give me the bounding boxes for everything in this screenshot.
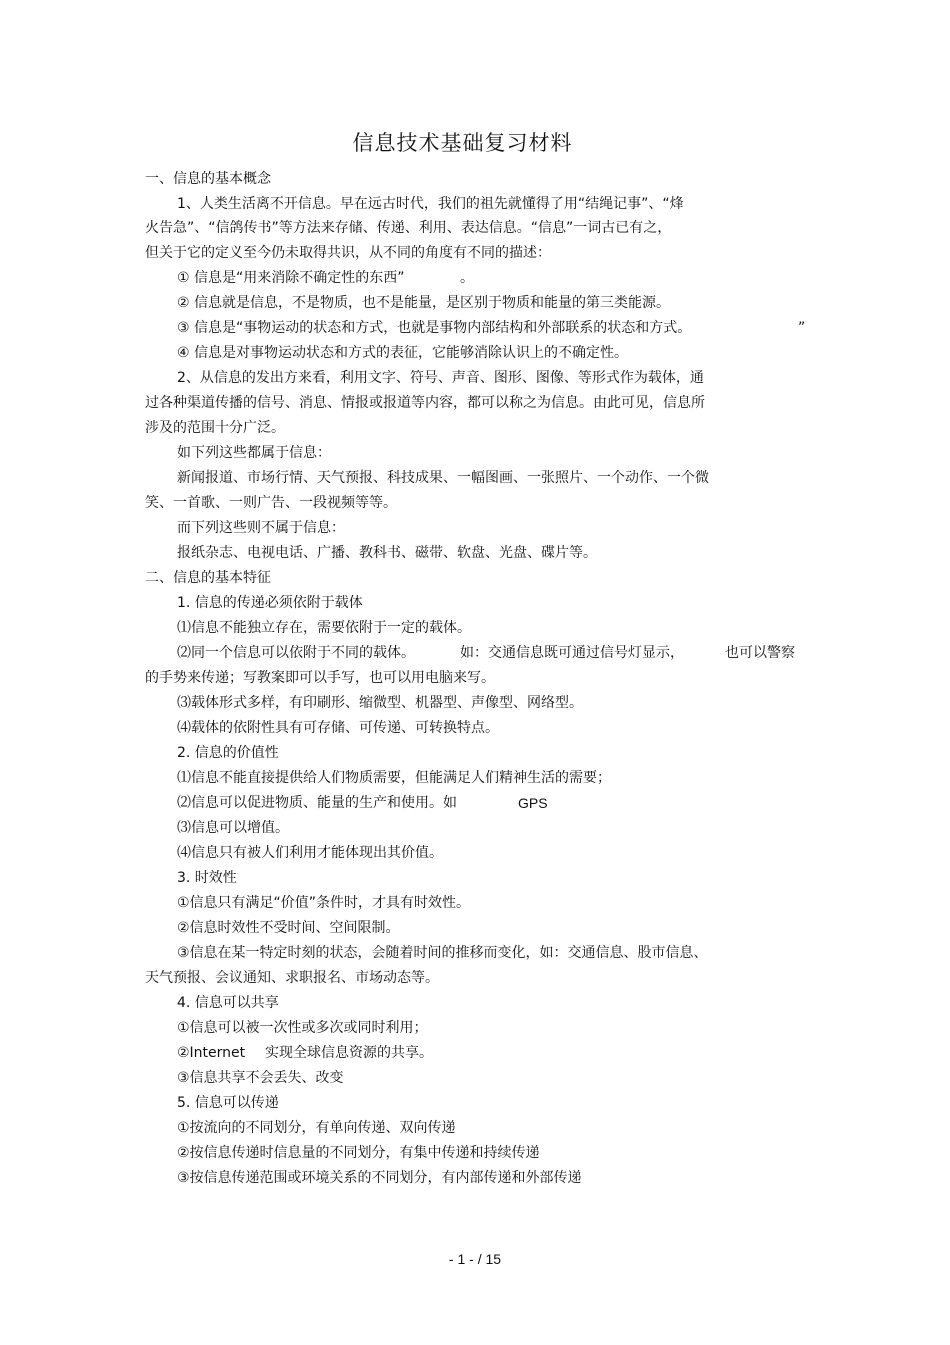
- section-heading: 一、信息的基本概念: [145, 171, 271, 187]
- subsection-heading: 3. 时效性: [177, 870, 237, 886]
- paragraph-line: GPS: [518, 795, 548, 811]
- paragraph-line: 但关于它的定义至今仍未取得共识，从不同的角度有不同的描述：: [145, 245, 551, 261]
- paragraph-line: ⑷载体的依附性具有可存储、可传递、可转换特点。: [177, 720, 499, 736]
- subsection-heading: 5. 信息可以传递: [177, 1095, 279, 1111]
- page-number: - 1 - / 15: [448, 1251, 502, 1267]
- paragraph-line: 实现全球信息资源的共享。: [265, 1045, 433, 1061]
- paragraph-line: ⑵同一个信息可以依附于不同的载体。: [177, 645, 415, 661]
- paragraph-line: ①按流向的不同划分，有单向传递、双向传递: [177, 1120, 456, 1136]
- paragraph-line: ②Internet: [177, 1045, 246, 1061]
- paragraph-line: ③按信息传递范围或环境关系的不同划分，有内部传递和外部传递: [177, 1170, 582, 1186]
- section-heading: 二、信息的基本特征: [145, 570, 271, 586]
- paragraph-line: ⑵信息可以促进物质、能量的生产和使用。如: [177, 795, 457, 811]
- paragraph-line: ①信息只有满足“价值”条件时，才具有时效性。: [177, 895, 471, 911]
- paragraph-line: ②信息时效性不受时间、空间限制。: [177, 920, 400, 936]
- paragraph-line: ⑶载体形式多样，有印刷形、缩微型、机器型、声像型、网络型。: [177, 695, 583, 711]
- paragraph-line: 过各种渠道传播的信号、消息、情报或报道等内容，都可以称之为信息。由此可见，信息所: [145, 395, 705, 411]
- paragraph-line: 而下列这些则不属于信息：: [177, 520, 345, 536]
- paragraph-line: 如：交通信息既可通过信号灯显示，: [460, 645, 684, 661]
- list-item: ① 信息是“用来消除不确定性的东西”: [177, 270, 405, 286]
- paragraph-line: ③信息在某一特定时刻的状态，会随着时间的推移而变化，如：交通信息、股市信息、: [177, 945, 708, 961]
- paragraph-line: ⑴信息不能直接提供给人们物质需要，但能满足人们精神生活的需要；: [177, 770, 611, 786]
- list-item-punctuation: 。: [460, 270, 474, 286]
- list-item: ③ 信息是“事物运动的状态和方式，也就是事物内部结构和外部联系的状态和方式。: [177, 320, 692, 336]
- paragraph-line: ⑴信息不能独立存在，需要依附于一定的载体。: [177, 620, 471, 636]
- paragraph-line: 2、从信息的发出方来看，利用文字、符号、声音、图形、图像、等形式作为载体，通: [177, 370, 704, 386]
- paragraph-line: 天气预报、会议通知、求职报名、市场动态等。: [145, 970, 439, 986]
- paragraph-line: ⑶信息可以增值。: [177, 820, 289, 836]
- paragraph-line: ③信息共享不会丢失、改变: [177, 1070, 344, 1086]
- list-item: ④ 信息是对事物运动状态和方式的表征，它能够消除认识上的不确定性。: [177, 345, 628, 361]
- list-item: ② 信息就是信息，不是物质，也不是能量，是区别于物质和能量的第三类能源。: [177, 295, 670, 311]
- paragraph-line: 如下列这些都属于信息：: [177, 445, 331, 461]
- paragraph-line: 火告急”、“信鸽传书”等方法来存储、传递、利用、表达信息。“信息”一词古已有之，: [145, 220, 672, 236]
- subsection-heading: 2. 信息的价值性: [177, 745, 279, 761]
- document-title: 信息技术基础复习材料: [352, 131, 573, 155]
- paragraph-line: 也可以警察: [725, 645, 795, 661]
- paragraph-line: ①信息可以被一次性或多次或同时利用；: [177, 1020, 428, 1036]
- list-item-punctuation: ”: [798, 320, 806, 336]
- paragraph-line: 1、人类生活离不开信息。早在远古时代，我们的祖先就懂得了用“结绳记事”、“烽: [177, 196, 684, 212]
- paragraph-line: 报纸杂志、电视电话、广播、教科书、磁带、软盘、光盘、碟片等。: [177, 545, 597, 561]
- subsection-heading: 4. 信息可以共享: [177, 995, 279, 1011]
- paragraph-line: ⑷信息只有被人们利用才能体现出其价值。: [177, 845, 443, 861]
- paragraph-line: 新闻报道、市场行情、天气预报、科技成果、一幅图画、一张照片、一个动作、一个微: [177, 470, 709, 486]
- paragraph-line: 的手势来传递；写教案即可以手写，也可以用电脑来写。: [145, 670, 495, 686]
- paragraph-line: 涉及的范围十分广泛。: [145, 420, 285, 436]
- paragraph-line: 笑、一首歌、一则广告、一段视频等等。: [145, 495, 397, 511]
- subsection-heading: 1. 信息的传递必须依附于载体: [177, 595, 363, 611]
- paragraph-line: ②按信息传递时信息量的不同划分，有集中传递和持续传递: [177, 1145, 540, 1161]
